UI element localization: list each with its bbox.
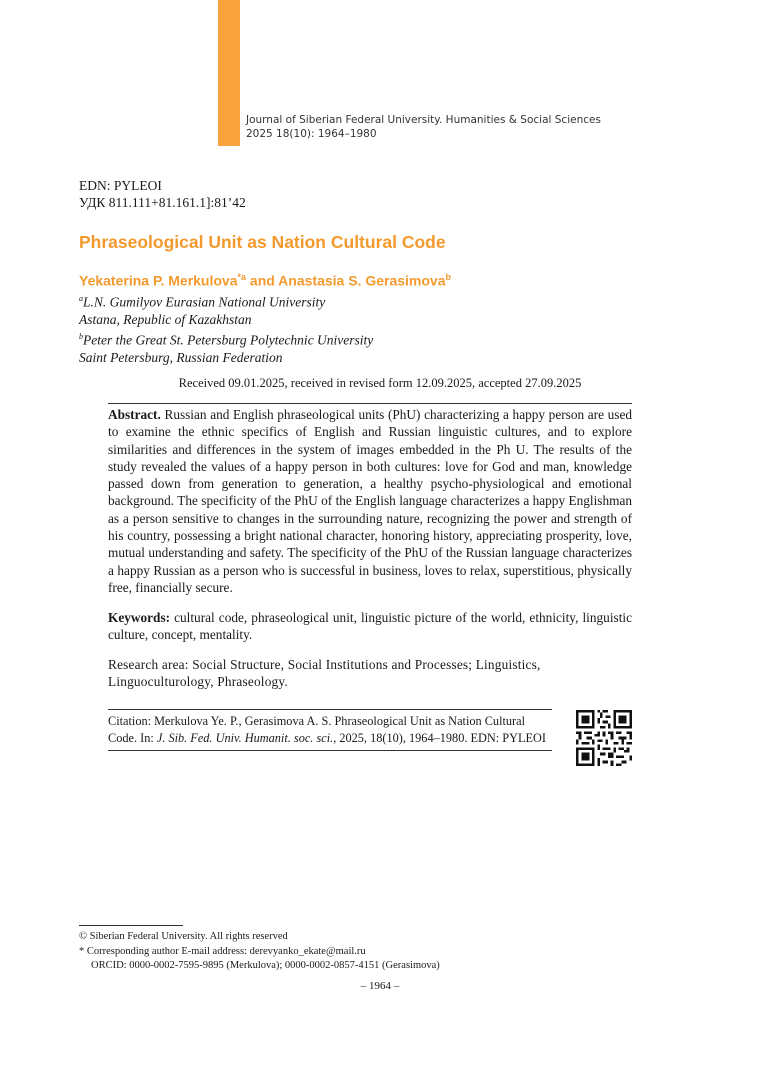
citation [108, 713, 552, 746]
affiliation-marker: b [79, 331, 83, 341]
journal-name: Journal of Siberian Federal University. Humanities & Social Sciences [246, 114, 601, 126]
article-identifiers [79, 177, 246, 211]
affiliation-text: L.N. Gumilyov Eurasian National University [83, 294, 326, 310]
affiliation-city: Saint Petersburg, Russian Federation [79, 349, 283, 365]
affiliations [79, 290, 373, 366]
keywords [108, 609, 632, 644]
qr-code[interactable] [576, 710, 632, 766]
journal-header [246, 113, 601, 141]
author-list [79, 272, 451, 289]
udk-code: УДК 811.111+81.161.1]:81’42 [79, 195, 246, 210]
abstract [108, 406, 632, 596]
citation-bottom-rule [108, 750, 552, 751]
author-marker: b [445, 272, 451, 282]
abstract-text: Russian and English phraseological units (PhU) characterizing a happy person are used to examine the ethnic specifics of English and Russian linguistic cultures, and to explore similarities and differences in the system of images embedded in the Ph U. The results of the study revealed the values of a happy person in both cultures: love for God and man, knowledge passed down from generation to generation, a healthy psycho-physiological and emotional background. The specificity of the PhU of the English language characterizes a happy Englishman as a person sensitive to changes in the surrounding nature, recognizing the power and strength of his country, possessing a bright national character, honoring history, appreciating prosperity, love, mutual understanding and safety. The specificity of the PhU of the Russian language characterizes a happy Russian as a person who is successful in business, loves to relax, superstitious, physically free, financially secure. [108, 407, 632, 595]
orcid-note: ORCID: 0000-0002-7595-9895 (Merkulova); 0000-0002-0857-4151 (Gerasimova) [91, 960, 440, 971]
keywords-text: cultural code, phraseological unit, linguistic picture of the world, ethnicity, linguistic culture, concept, mentality. [108, 610, 632, 643]
author-name: Anastasia S. Gerasimova [278, 272, 446, 289]
abstract-top-rule [108, 403, 632, 404]
affiliation-city: Astana, Republic of Kazakhstan [79, 311, 252, 327]
footnote-rule [79, 925, 183, 926]
affiliation-marker: a [79, 294, 83, 303]
keywords-label: Keywords: [108, 610, 171, 625]
author-marker: *a [237, 272, 247, 282]
copyright-note: © Siberian Federal University. All rights reserved [79, 931, 288, 942]
article-title: Phraseological Unit as Nation Cultural Code [79, 232, 446, 252]
citation-prefix: Citation: Merkulova Ye. P., Gerasimova A. S. Phraseological Unit as Nation Cultural Code. In: [108, 714, 526, 745]
journal-accent-bar [218, 0, 240, 146]
author-conjunction: and [246, 272, 279, 289]
journal-issue: 2025 18(10): 1964–1980 [246, 128, 377, 140]
received-dates: Received 09.01.2025, received in revised form 12.09.2025, accepted 27.09.2025 [178, 376, 582, 390]
author-name: Yekaterina P. Merkulova [79, 272, 238, 289]
abstract-label: Abstract. [108, 407, 161, 422]
citation-suffix: , 2025, 18(10), 1964–1980. EDN: PYLEOI [333, 730, 546, 745]
research-area: Research area: Social Structure, Social Institutions and Processes; Linguistics, Linguoculturology, Phraseology. [108, 657, 541, 690]
edn-code: EDN: PYLEOI [79, 178, 162, 193]
affiliation-name [79, 328, 373, 349]
page-number: – 1964 – [360, 980, 400, 992]
corresponding-author-note: * Corresponding author E-mail address: derevyanko_ekate@mail.ru [79, 945, 366, 957]
affiliation-name [79, 290, 373, 311]
citation-journal: J. Sib. Fed. Univ. Humanit. soc. sci. [156, 730, 334, 745]
citation-top-rule [108, 709, 552, 710]
affiliation-text: Peter the Great St. Petersburg Polytechnic University [83, 332, 374, 348]
footnotes [79, 930, 440, 974]
